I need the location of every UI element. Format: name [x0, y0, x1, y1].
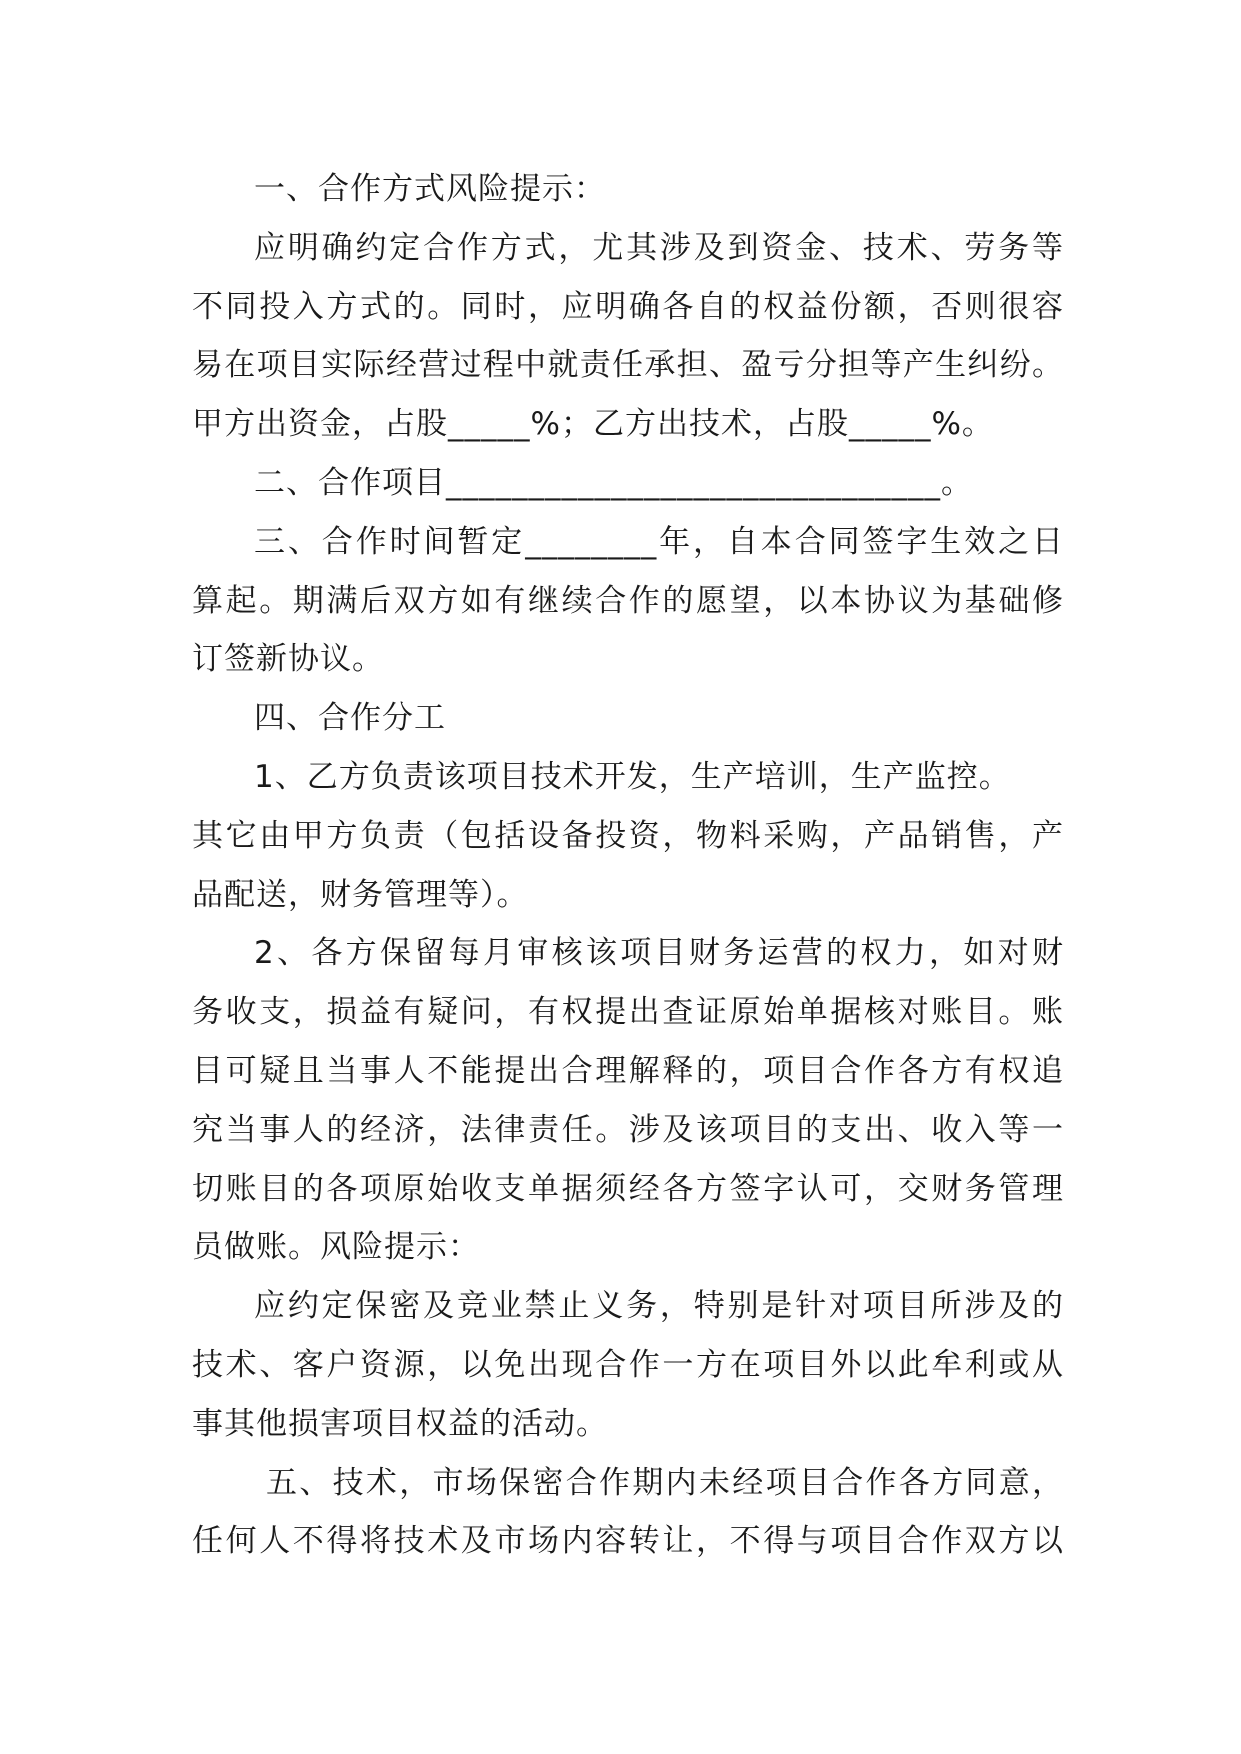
paragraph-line: 订签新协议。	[192, 641, 384, 678]
paragraph-line: 其它由甲方负责（包括设备投资，物料采购，产品销售，产	[192, 817, 1064, 854]
paragraph-line: 切账目的各项原始收支单据须经各方签字认可，交财务管理	[192, 1170, 1064, 1207]
paragraph-line: 任何人不得将技术及市场内容转让，不得与项目合作双方以	[192, 1523, 1064, 1560]
section-heading-2: 二、合作项目______________________________。	[254, 464, 973, 501]
paragraph-line: 品配送，财务管理等）。	[192, 876, 529, 913]
paragraph-line: 易在项目实际经营过程中就责任承担、盈亏分担等产生纠纷。	[192, 347, 1064, 384]
paragraph-line: 应约定保密及竞业禁止义务，特别是针对项目所涉及的	[254, 1288, 1064, 1325]
paragraph-line: 甲方出资金，占股_____%；乙方出技术，占股_____%。	[192, 406, 994, 443]
paragraph-line: 技术、客户资源，以免出现合作一方在项目外以此牟利或从	[192, 1346, 1064, 1383]
paragraph-line: 不同投入方式的。同时，应明确各自的权益份额，否则很容	[192, 288, 1064, 325]
document-body	[192, 160, 1064, 1571]
section-heading-1: 一、合作方式风险提示：	[254, 171, 606, 207]
section-heading-4: 四、合作分工	[254, 700, 446, 737]
paragraph-line: 事其他损害项目权益的活动。	[192, 1405, 608, 1442]
paragraph-line: 应明确约定合作方式，尤其涉及到资金、技术、劳务等	[254, 229, 1064, 266]
list-item-1: 1、乙方负责该项目技术开发，生产培训，生产监控。	[254, 758, 1011, 795]
section-heading-5: 五、技术，市场保密合作期内未经项目合作各方同意，	[266, 1464, 1064, 1501]
list-item-2: 2、各方保留每月审核该项目财务运营的权力，如对财	[254, 935, 1064, 972]
paragraph-line: 务收支，损益有疑问，有权提出查证原始单据核对账目。账	[192, 994, 1064, 1031]
paragraph-line: 算起。期满后双方如有继续合作的愿望，以本协议为基础修	[192, 582, 1064, 619]
paragraph-line: 员做账。风险提示：	[192, 1229, 480, 1266]
paragraph-line: 目可疑且当事人不能提出合理解释的，项目合作各方有权追	[192, 1052, 1064, 1089]
section-heading-3: 三、合作时间暂定________年，自本合同签字生效之日	[254, 523, 1064, 560]
paragraph-line: 究当事人的经济，法律责任。涉及该项目的支出、收入等一	[192, 1111, 1064, 1148]
